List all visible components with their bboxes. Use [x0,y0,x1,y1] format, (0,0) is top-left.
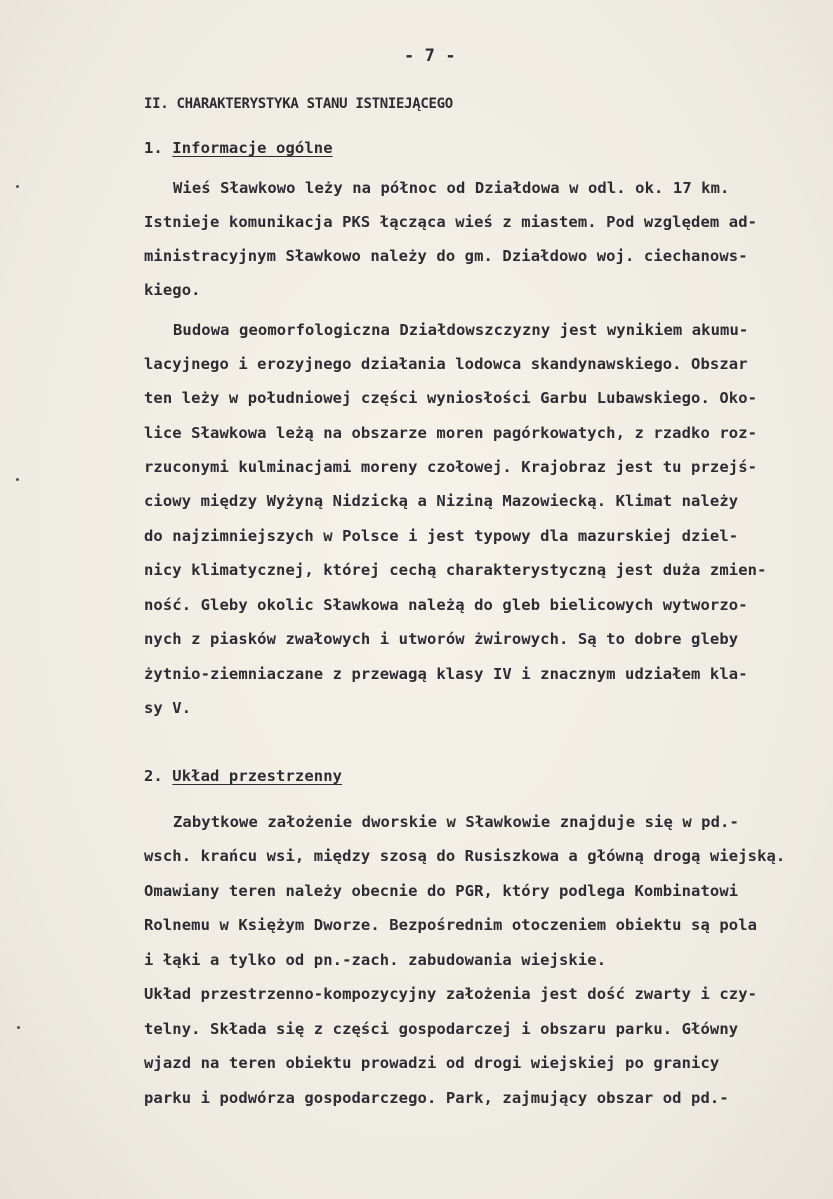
text-line: sy V. [144,699,192,717]
text-line: lacyjnego i erozyjnego działania lodowca skandynawskiego. Obszar [144,355,748,373]
subsection-heading-2 [144,766,342,786]
text-line: Zabytkowe założenie dworskie w Sławkowie znajduje się w pd.- [173,813,739,831]
subsection-title-2: Układ przestrzenny [172,767,343,785]
text-line: żytnio-ziemniaczane z przewagą klasy IV i znacznym udziałem kla- [144,665,748,683]
text-line: i łąki a tylko od pn.-zach. zabudowania wiejskie. [144,951,607,969]
text-line: parku i podwórza gospodarczego. Park, zajmujący obszar od pd.- [144,1089,729,1107]
section-title: II. CHARAKTERYSTYKA STANU ISTNIEJĄCEGO [144,96,453,112]
margin-speck [17,1026,20,1029]
text-line: Wieś Sławkowo leży na północ od Działdowa w odl. ok. 17 km. [173,179,730,197]
text-line: ciowy między Wyżyną Nidzicką a Niziną Mazowiecką. Klimat należy [144,492,739,510]
text-line: Budowa geomorfologiczna Działdowszczyzny jest wynikiem akumu- [173,321,749,339]
text-line: wjazd na teren obiektu prowadzi od drogi wiejskiej po granicy [144,1054,720,1072]
text-line: wsch. krańcu wsi, między szosą do Rusiszkowa a główną drogą wiejską. [144,847,786,865]
text-line: nych z piasków zwałowych i utworów żwirowych. Są to dobre gleby [144,630,739,648]
subsection-number-2: 2. [144,767,173,785]
text-line: ten leży w południowej części wyniosłości Garbu Lubawskiego. Oko- [144,389,758,407]
margin-speck [16,478,19,481]
text-line: ność. Gleby okolic Sławkowa należą do gleb bielicowych wytworzo- [144,596,748,614]
text-line: Istnieje komunikacja PKS łącząca wieś z miastem. Pod względem ad- [144,213,758,231]
text-line: rzuconymi kulminacjami moreny czołowej. Krajobraz jest tu przejś- [144,458,758,476]
text-line: kiego. [144,281,201,299]
text-line: Układ przestrzenno-kompozycyjny założenia jest dość zwarty i czy- [144,985,758,1003]
text-line: nicy klimatycznej, której cechą charakterystyczną jest duża zmien- [144,561,767,579]
margin-speck [16,185,19,188]
text-line: lice Sławkowa leżą na obszarze moren pagórkowatych, z rzadko roz- [144,424,758,442]
text-line: Omawiany teren należy obecnie do PGR, który podlega Kombinatowi [144,882,739,900]
subsection-title-1: Informacje ogólne [172,139,333,157]
text-line: Rolnemu w Księżym Dworze. Bezpośrednim otoczeniem obiektu są pola [144,916,758,934]
text-line: telny. Składa się z części gospodarczej i obszaru parku. Główny [144,1020,739,1038]
text-line: do najzimniejszych w Polsce i jest typowy dla mazurskiej dziel- [144,527,739,545]
text-line: ministracyjnym Sławkowo należy do gm. Działdowo woj. ciechanows- [144,247,748,265]
subsection-heading-1 [144,138,333,158]
page-number: - 7 - [404,46,456,66]
subsection-number-1: 1. [144,139,173,157]
